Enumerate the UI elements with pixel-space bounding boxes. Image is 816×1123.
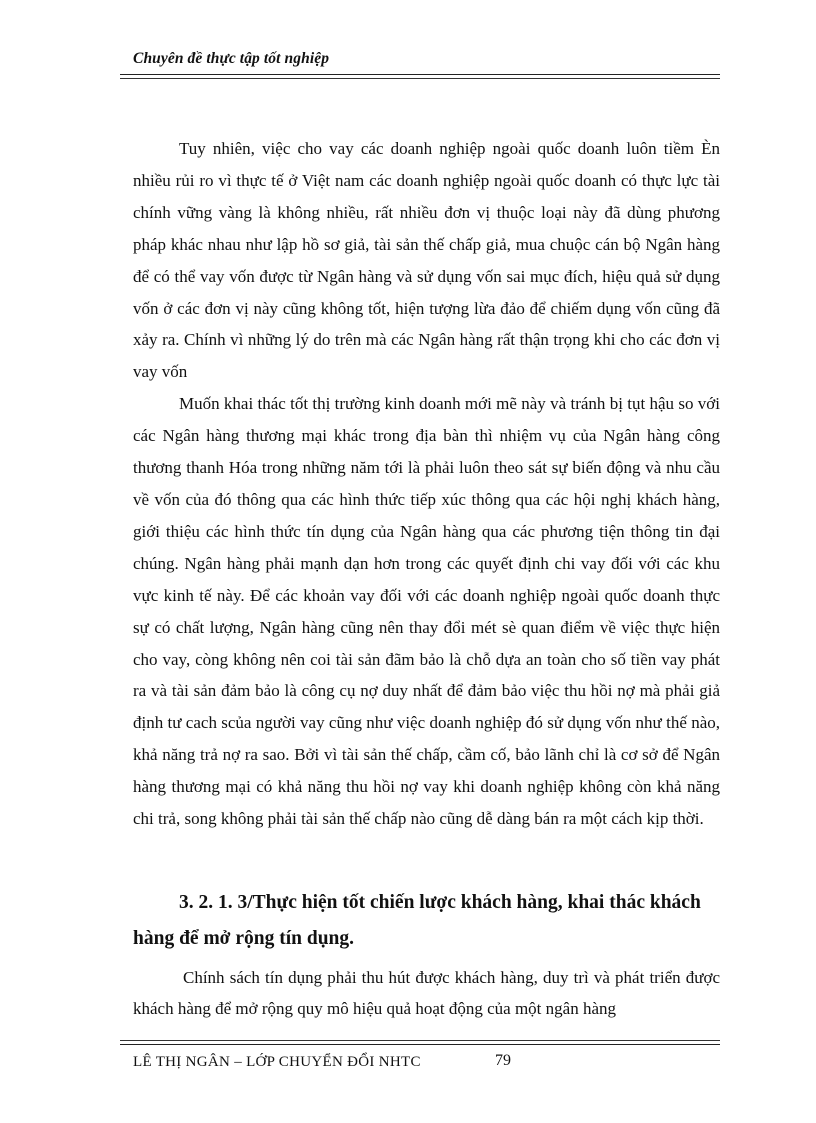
body-text (133, 133, 720, 835)
body-paragraph-2: Muốn khai thác tốt thị trường kinh doanh mới mẽ này và tránh bị tụt hậu so với các Ngân hàng thương mại khác trong địa bàn thì nhiệm vụ của Ngân hàng công thương thanh Hóa trong những năm tới là phải luôn theo sát sự biến động và nhu cầu về vốn của đó thông qua các hình thức tiếp xúc thông qua các hội nghị khách hàng, giới thiệu các hình thức tín dụng của Ngân hàng qua các phương tiện thông tin đại chúng. Ngân hàng phải mạnh dạn hơn trong các quyết định chi vay đối với các khu vực kinh tế này. Để các khoản vay đối với các doanh nghiệp ngoài quốc doanh thực sự có chất lượng, Ngân hàng cũng nên thay đổi mét sè quan điểm về việc thực hiện cho vay, còng không nên coi tài sản đãm bảo là chỗ dựa an toàn cho số tiền vay phát ra và tài sản đảm bảo là công cụ nợ duy nhất để đảm bảo việc thu hồi nợ mà phải giả định tư cach scủa người vay cũng như việc doanh nghiệp đó sử dụng vốn như thế nào, khả năng trả nợ ra sao. Bởi vì tài sản thế chấp, cầm cố, bảo lãnh chỉ là cơ sở để Ngân hàng thương mại có khả năng thu hồi nợ vay khi doanh nghiệp không còn khả năng chi trả, song không phải tài sản thế chấp nào cũng dễ dàng bán ra một cách kịp thời. (133, 394, 720, 829)
header-rule (120, 74, 720, 75)
page-number: 79 (495, 1052, 511, 1069)
header-rule-thin (120, 78, 720, 79)
footer-rule-thin (120, 1040, 720, 1041)
body-paragraph-1: Tuy nhiên, việc cho vay các doanh nghiệp ngoài quốc doanh luôn tiềm Èn nhiều rủi ro vì thực tế ở Việt nam các doanh nghiệp ngoài quốc doanh có thực lực tài chính vững vàng là không nhiều, rất nhiều đơn vị thuộc loại này đã dùng phương pháp khác nhau như lập hồ sơ giả, tài sản thế chấp giả, mua chuộc cán bộ Ngân hàng để có thể vay vốn được từ Ngân hàng và sử dụng vốn sai mục đích, hiệu quả sử dụng vốn ở các đơn vị này cũng không tốt, hiện tượng lừa đảo để chiếm dụng vốn cũng đã xảy ra. Chính vì những lý do trên mà các Ngân hàng rất thận trọng khi cho các đơn vị vay vốn (133, 139, 720, 382)
section-paragraph: Chính sách tín dụng phải thu hút được khách hàng, duy trì và phát triển được khách hàng để mở rộng quy mô hiệu quả hoạt động của một ngân hàng (133, 968, 720, 1018)
footer-rule (120, 1044, 720, 1045)
section-heading: 3. 2. 1. 3/Thực hiện tốt chiến lược khách hàng, khai thác khách hàng để mở rộng tín dụng. (133, 892, 701, 949)
running-header-title: Chuyên đề thực tập tốt nghiệp (133, 50, 330, 67)
footer-author: LÊ THỊ NGÂN – LỚP CHUYỂN ĐỔI NHTC (133, 1054, 421, 1070)
